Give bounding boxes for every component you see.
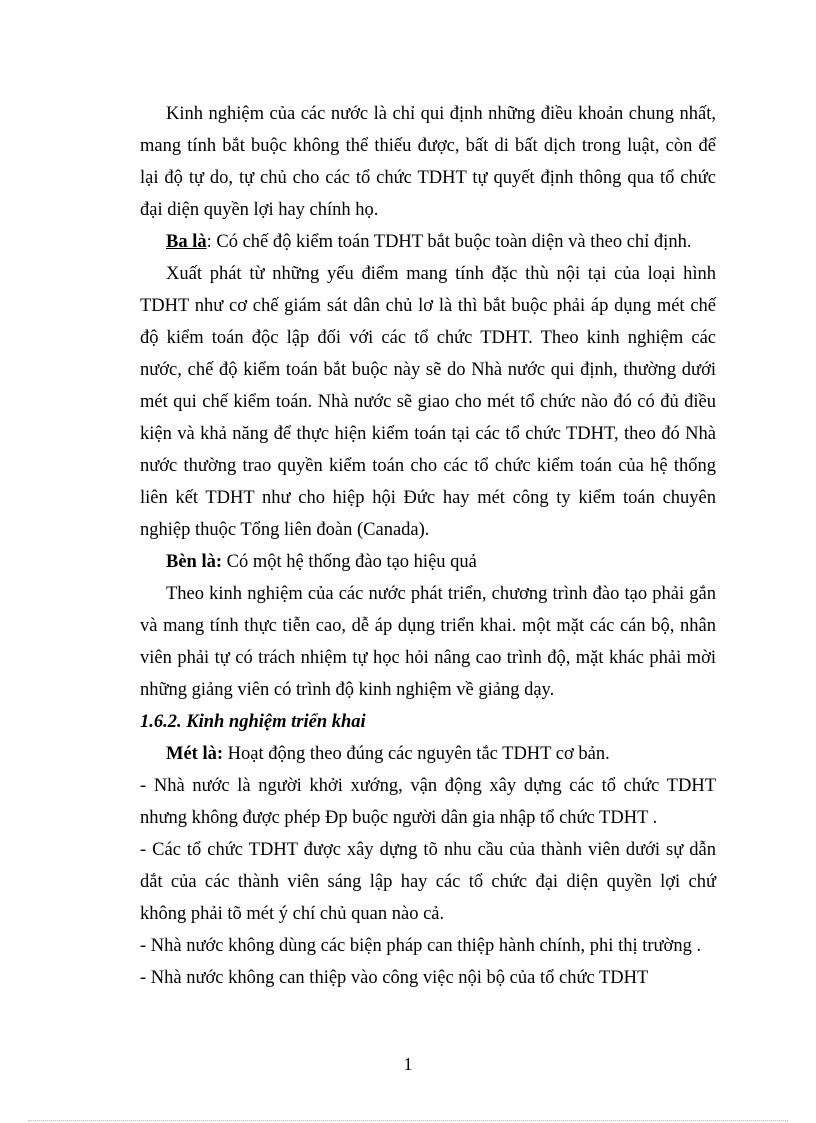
bullet-line: - Các tổ chức TDHT được xây dựng tõ nhu cầu của thành viên dưới sự dẫn — [140, 840, 716, 860]
text-ben-la: Có một hệ thống đào tạo hiệu quả — [222, 552, 477, 572]
section-heading: 1.6.2. Kinh nghiệm triển khai — [140, 712, 366, 732]
section-line-ben-la — [166, 550, 716, 574]
paragraph-line: Theo kinh nghiệm của các nước phát triển, chương trình đào tạo phải gắn — [166, 584, 716, 604]
paragraph-line: TDHT như cơ chế giám sát dân chủ lơ là thì bắt buộc phải áp dụng mét chế — [140, 296, 716, 316]
paragraph-line: viên phải tự có trách nhiệm tự học hỏi nâng cao trình độ, mặt khác phải mời — [140, 648, 716, 668]
paragraph-line: mét qui chế kiểm toán. Nhà nước sẽ giao cho mét tổ chức nào đó có đủ điều — [140, 392, 716, 412]
paragraph-line: nước, chế độ kiểm toán bắt buộc này sẽ do Nhà nước qui định, thường dưới — [140, 360, 716, 380]
paragraph-line: nghiệp thuộc Tổng liên đoàn (Canada). — [140, 520, 430, 540]
text-ba-la: : Có chế độ kiểm toán TDHT bắt buộc toàn diện và theo chỉ định. — [206, 232, 692, 252]
bullet-line: - Nhà nước không dùng các biện pháp can thiệp hành chính, phi thị trường . — [140, 936, 702, 956]
label-met-la: Mét là: — [166, 744, 224, 764]
paragraph-line: Xuất phát từ những yếu điểm mang tính đặc thù nội tại của loại hình — [166, 264, 716, 284]
paragraph-line: những giảng viên có trình độ kinh nghiệm về giảng dạy. — [140, 680, 555, 700]
text-met-la: Hoạt động theo đúng các nguyên tắc TDHT cơ bản. — [223, 744, 610, 764]
section-line-ba-la — [166, 230, 716, 254]
bullet-line: nhưng không được phép Ðp buộc người dân gia nhập tổ chức TDHT . — [140, 808, 658, 828]
bullet-line: - Nhà nước là người khởi xướng, vận động xây dựng các tổ chức TDHT — [140, 776, 716, 796]
paragraph-line: độ kiểm toán độc lập đối với các tổ chức TDHT. Theo kinh nghiệm các — [140, 328, 716, 348]
section-line-met-la — [166, 742, 716, 766]
paragraph-line: mang tính bắt buộc không thể thiếu được, bất di bất dịch trong luật, còn để — [140, 136, 716, 156]
label-ben-la: Bèn là: — [166, 552, 223, 572]
paragraph-line: và mang tính thực tiễn cao, dễ áp dụng triển khai. một mặt các cán bộ, nhân — [140, 616, 716, 636]
paragraph-line: đại diện quyền lợi hay chính họ. — [140, 200, 379, 220]
bullet-line: dắt của các thành viên sáng lập hay các tổ chức đại diện quyền lợi chứ — [140, 872, 716, 892]
page-bottom-border — [28, 1120, 788, 1121]
paragraph-line: lại độ tự do, tự chủ cho các tổ chức TDHT tự quyết định thông qua tổ chức — [140, 168, 716, 188]
bullet-line: - Nhà nước không can thiệp vào công việc nội bộ của tổ chức TDHT — [140, 968, 649, 988]
paragraph-line: liên kết TDHT như cho hiệp hội Đức hay mét công ty kiểm toán chuyên — [140, 488, 716, 508]
paragraph-line: Kinh nghiệm của các nước là chỉ qui định những điều khoản chung nhất, — [166, 104, 716, 124]
paragraph-line: nước thường trao quyền kiểm toán cho các tổ chức kiểm toán của hệ thống — [140, 456, 716, 476]
label-ba-la: Ba là — [166, 232, 207, 252]
bullet-line: không phải tõ mét ý chí chủ quan nào cả. — [140, 904, 445, 924]
page-number: 1 — [403, 1054, 413, 1074]
paragraph-line: kiện và khả năng để thực hiện kiểm toán tại các tổ chức TDHT, theo đó Nhà — [140, 424, 716, 444]
